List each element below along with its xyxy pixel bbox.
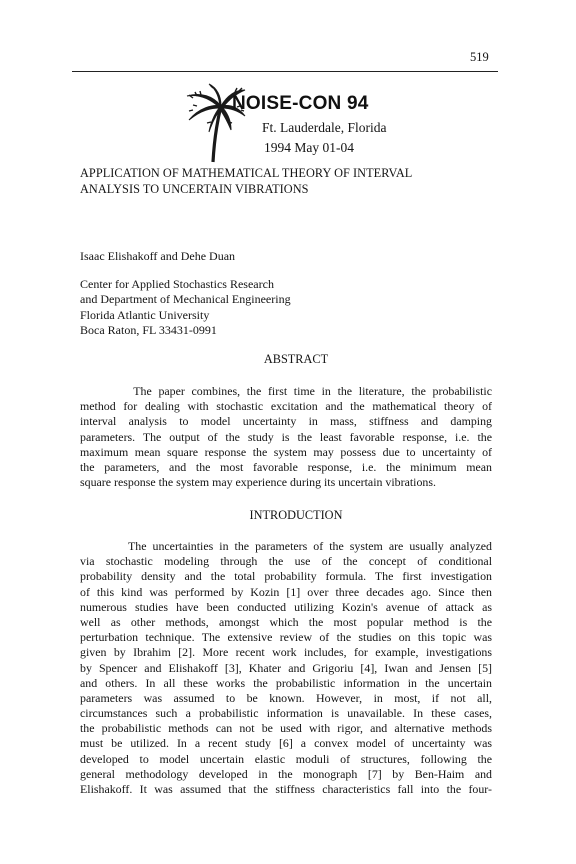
abstract-line: square response the system may experience during its uncertain vibrations. [80, 475, 436, 490]
abstract-line: the parameters, and the most favorable response, i.e. the minimum mean [80, 459, 492, 474]
intro-line: parameters was assumed to be known. However, in most, if not all, [80, 690, 492, 705]
intro-line: must be utilized. In a recent study [6] a convex model of uncertainty was [80, 736, 492, 751]
abstract-body [80, 384, 492, 490]
conference-location: Ft. Lauderdale, Florida [262, 120, 387, 135]
title-line: ANALYSIS TO UNCERTAIN VIBRATIONS [80, 181, 309, 196]
conference-date: 1994 May 01-04 [264, 140, 354, 155]
introduction-heading: INTRODUCTION [249, 508, 343, 522]
intro-line: and others. In all these works the probabilistic information in the uncertain [80, 675, 492, 690]
intro-line: Elishakoff. It was assumed that the stiffness characteristics fall into the four- [80, 782, 492, 796]
title-line: APPLICATION OF MATHEMATICAL THEORY OF INTERVAL [80, 166, 413, 180]
intro-line: probability density and the total probability formula. The first investigation [80, 569, 492, 584]
affiliation [80, 277, 291, 338]
intro-line: of this kind was performed by Kozin [1] over three decades ago. Since then [80, 584, 492, 599]
abstract-line: interval analysis to model uncertainty in mass, stiffness and damping [80, 414, 492, 429]
affiliation-line: and Department of Mechanical Engineering [80, 292, 291, 307]
intro-line: given by Ibrahim [2]. More recent work includes, for example, investigations [80, 645, 492, 660]
abstract-heading: ABSTRACT [263, 352, 329, 366]
intro-line: the probabilistic methods can not be used with rigor, and alternative methods [80, 721, 492, 736]
abstract-line: method for dealing with stochastic excitation and the mathematical theory of [80, 399, 492, 414]
abstract-line: parameters. The output of the study is the least favorable response, i.e. the [80, 429, 492, 444]
introduction-body [80, 539, 492, 797]
affiliation-line: Boca Raton, FL 33431-0991 [80, 322, 217, 337]
intro-line: The uncertainties in the parameters of the system are usually analyzed [80, 539, 492, 553]
intro-line: general methodology developed in the monograph [7] by Ben-Haim and [80, 766, 492, 781]
header-rule [72, 71, 498, 72]
abstract-line: The paper combines, the first time in the literature, the probabilistic [80, 384, 492, 398]
intro-line: circumstances such a probabilistic information is unavailable. In these cases, [80, 706, 492, 721]
affiliation-line: Center for Applied Stochastics Research [80, 277, 274, 291]
intro-line: developed to model uncertain elastic moduli of structures, following the [80, 751, 492, 766]
conference-name: NOISE-CON 94 [232, 93, 369, 114]
abstract-line: maximum mean square response the system may possess due to uncertainty of [80, 444, 492, 459]
intro-line: well as other methods, amongst which the most popular method is the [80, 614, 492, 629]
authors: Isaac Elishakoff and Dehe Duan [80, 249, 236, 263]
intro-line: numerous studies have been conducted utilizing Kozin's avenue of attack as [80, 599, 492, 614]
intro-line: via stochastic modeling through the use of the concept of conditional [80, 554, 492, 569]
paper-title [80, 166, 500, 197]
intro-line: by Spencer and Elishakoff [3], Khater and Grigoriu [4], Iwan and Jensen [5] [80, 660, 492, 675]
page-number: 519 [470, 50, 489, 64]
affiliation-line: Florida Atlantic University [80, 307, 210, 322]
intro-line: perturbation technique. The extensive review of the studies on this topic was [80, 630, 492, 645]
